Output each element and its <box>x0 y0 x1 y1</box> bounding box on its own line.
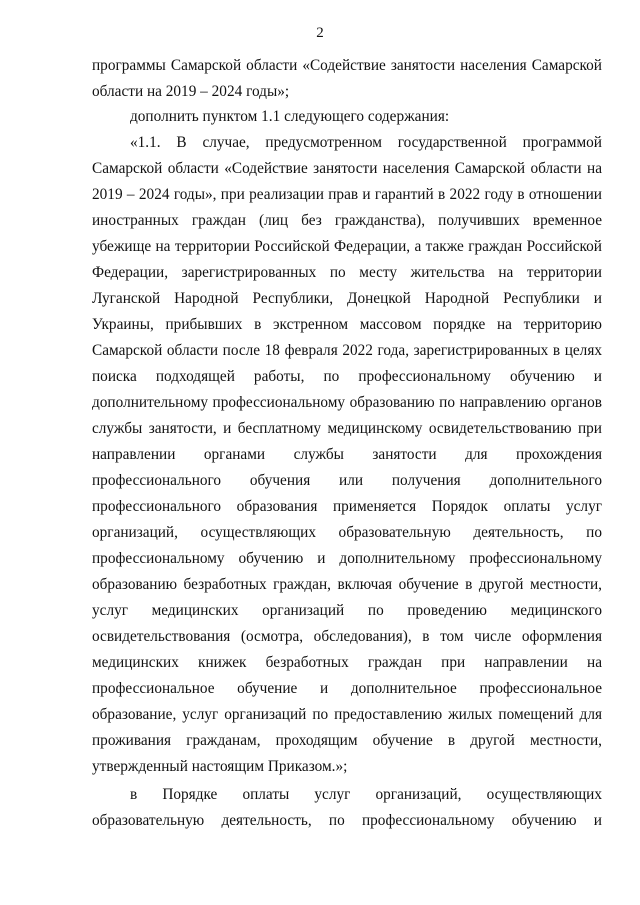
text-line: освидетельствования (осмотра, обследования), в том числе оформления <box>92 628 602 645</box>
text-line: «1.1. В случае, предусмотренном государственной программой <box>130 134 602 151</box>
text-line: профессионального обучения или получения дополнительного <box>92 472 602 489</box>
text-line: области на 2019 – 2024 годы»; <box>92 83 290 100</box>
text-line: убежище на территории Российской Федерации, а также граждан Российской <box>92 238 602 255</box>
text-line: медицинских книжек безработных граждан при направлении на <box>92 654 602 671</box>
text-line: Самарской области «Содействие занятости населения Самарской области на <box>92 160 602 177</box>
text-line: профессиональное обучение и дополнительное профессиональное <box>92 680 602 697</box>
text-line: организаций, осуществляющих образовательную деятельность, по <box>92 524 602 541</box>
text-line: направлении органами службы занятости для прохождения <box>92 446 602 463</box>
text-line: Федерации, зарегистрированных по месту жительства на территории <box>92 264 602 281</box>
text-line: 2019 – 2024 годы», при реализации прав и гарантий в 2022 году в отношении <box>92 186 602 203</box>
page-number: 2 <box>316 25 324 41</box>
text-line: профессионального образования применяется Порядок оплаты услуг <box>92 498 602 515</box>
text-line: образованию безработных граждан, включая обучение в другой местности, <box>92 576 602 593</box>
text-line: Самарской области после 18 февраля 2022 года, зарегистрированных в целях <box>92 342 602 359</box>
text-line: дополнить пунктом 1.1 следующего содержания: <box>130 108 450 125</box>
text-line: в Порядке оплаты услуг организаций, осуществляющих <box>130 786 602 803</box>
text-line: услуг медицинских организаций по проведению медицинского <box>92 602 602 619</box>
text-line: образовательную деятельность, по профессиональному обучению и <box>92 812 602 829</box>
text-line: утвержденный настоящим Приказом.»; <box>92 758 348 775</box>
text-line: поиска подходящей работы, по профессиональному обучению и <box>92 368 602 385</box>
text-line: профессиональному обучению и дополнительному профессиональному <box>92 550 602 567</box>
text-line: образование, услуг организаций по предоставлению жилых помещений для <box>92 706 602 723</box>
text-line: иностранных граждан (лиц без гражданства), получивших временное <box>92 212 602 229</box>
text-line: Украины, прибывших в экстренном массовом порядке на территорию <box>92 316 602 333</box>
text-line: проживания гражданам, проходящим обучение в другой местности, <box>92 732 602 749</box>
text-line: программы Самарской области «Содействие занятости населения Самарской <box>92 57 602 74</box>
text-line: Луганской Народной Республики, Донецкой Народной Республики и <box>92 290 602 307</box>
text-line: дополнительному профессиональному образованию по направлению органов <box>92 394 602 411</box>
text-line: службы занятости, и бесплатному медицинскому освидетельствованию при <box>92 420 602 437</box>
